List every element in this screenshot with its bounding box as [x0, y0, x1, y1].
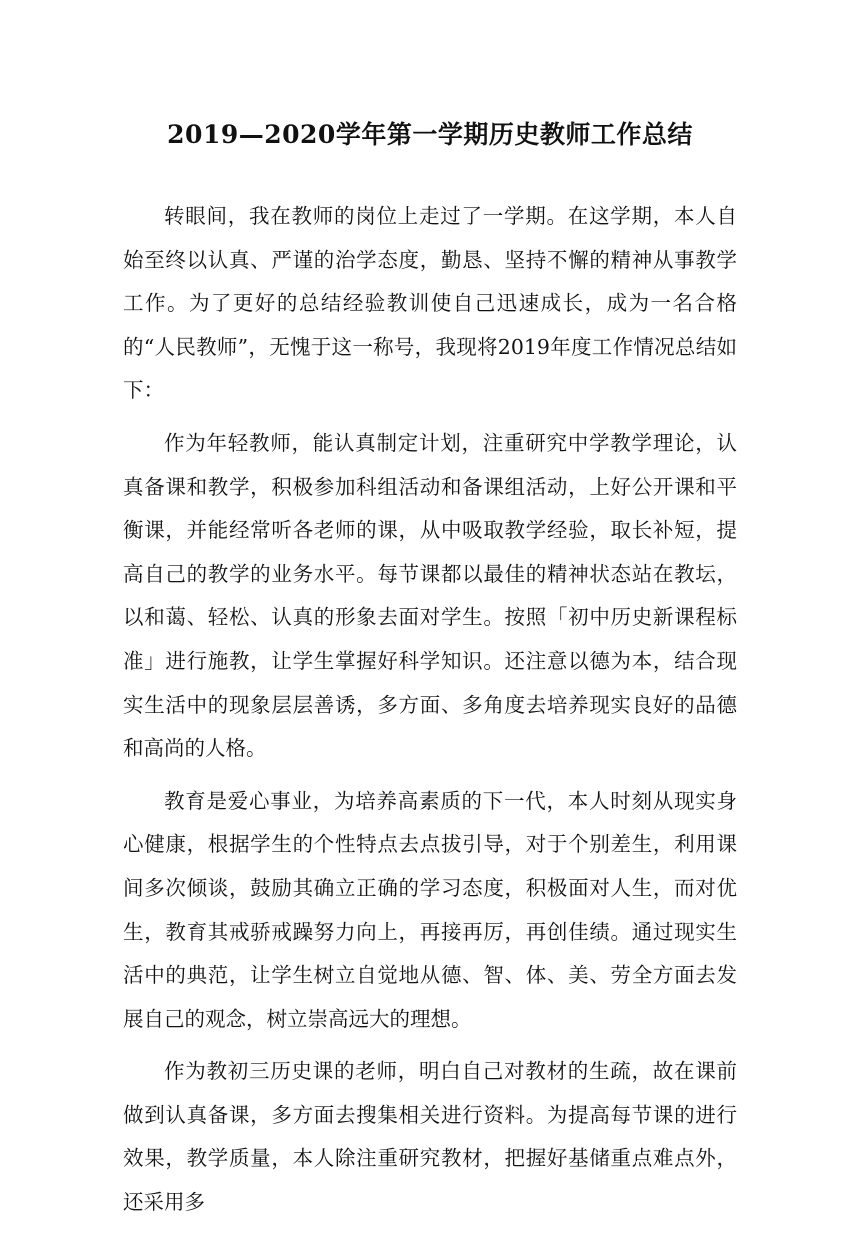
paragraph: 转眼间，我在教师的岗位上走过了一学期。在这学期，本人自始至终以认真、严谨的治学态度，勤恳、坚持不懈的精神从事教学工作。为了更好的总结经验教训使自己迅速成长，成为一名合格的“人民教师”，无愧于这一称号，我现将2019年度工作情况总结如下： — [123, 204, 737, 403]
paragraph: 作为年轻教师，能认真制定计划，注重研究中学教学理论，认真备课和教学，积极参加科组活动和备课组活动，上好公开课和平衡课，并能经常听各老师的课，从中吸取教学经验，取长补短，提高自己的教学的业务水平。每节课都以最佳的精神状态站在教坛，以和蔼、轻松、认真的形象去面对学生。按照「初中历史新课程标准」进行施教，让学生掌握好科学知识。还注意以德为本，结合现实生活中的现象层层善诱，多方面、多角度去培养现实良好的品德和高尚的人格。 — [123, 430, 737, 761]
document-title: 2019—2020学年第一学期历史教师工作总结 — [167, 120, 693, 149]
document-body — [123, 195, 737, 1234]
paragraph: 教育是爱心事业，为培养高素质的下一代，本人时刻从现实身心健康，根据学生的个性特点去点拔引导，对于个别差生，利用课间多次倾谈，鼓励其确立正确的学习态度，积极面对人生，而对优生，教育其戒骄戒躁努力向上，再接再厉，再创佳绩。通过现实生活中的典范，让学生树立自觉地从德、智、体、美、劳全方面去发展自己的观念，树立崇高远大的理想。 — [123, 788, 737, 1031]
paragraph: 作为教初三历史课的老师，明白自己对教材的生疏，故在课前做到认真备课，多方面去搜集相关进行资料。为提高每节课的进行效果，教学质量，本人除注重研究教材，把握好基储重点难点外，还采用多 — [123, 1059, 737, 1215]
